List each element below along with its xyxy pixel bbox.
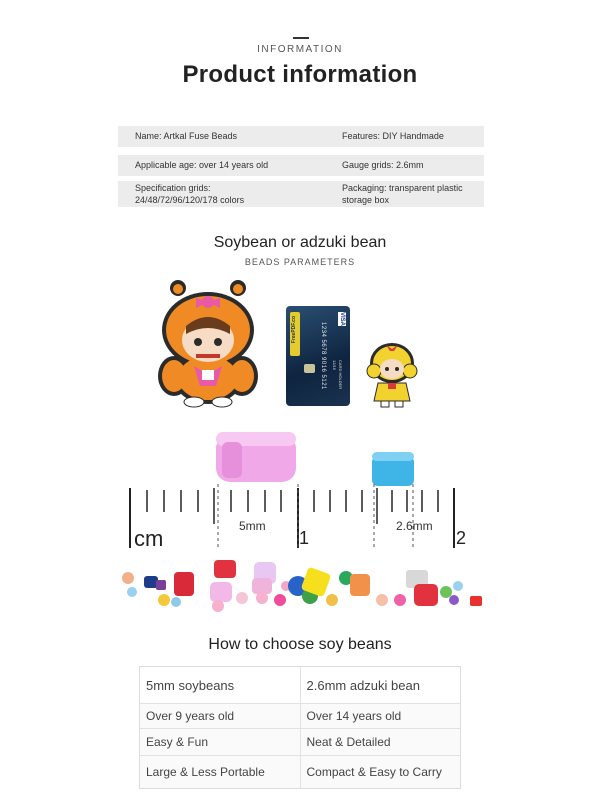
spec-row <box>118 155 484 176</box>
compare-title: How to choose soy beans <box>208 636 392 653</box>
spec-name: Name: Artkal Fuse Beads <box>135 131 238 141</box>
card-number: 1234 5678 9016 5121 <box>320 322 326 390</box>
spec-packaging-line1: Packaging: transparent plastic <box>342 183 463 193</box>
compare-cell: 5mm soybeans <box>146 677 235 693</box>
bead-5mm <box>216 432 296 486</box>
card-expiry: 12/15 <box>332 360 337 371</box>
compare-cell: Over 9 years old <box>146 709 235 723</box>
header-accent-line <box>293 37 309 39</box>
bead-2-6mm <box>372 452 414 486</box>
page-title: Product information <box>182 61 418 88</box>
credit-card-reference <box>286 306 350 406</box>
table-row <box>140 755 460 788</box>
spec-age: Applicable age: over 14 years old <box>135 160 269 170</box>
compare-cell: Large & Less Portable <box>146 765 265 779</box>
beads-section-subtitle: BEADS PARAMETERS <box>244 257 356 267</box>
table-row <box>140 703 460 728</box>
ruler-unit-label: cm <box>134 526 164 551</box>
spec-gauge: Gauge grids: 2.6mm <box>342 160 424 170</box>
ruler-mark-2: 2 <box>456 528 467 548</box>
card-chip <box>304 364 315 373</box>
compare-cell: Easy & Fun <box>146 735 209 749</box>
compare-cell: Compact & Easy to Carry <box>300 756 461 788</box>
spec-grids-line1: Specification grids: <box>135 183 211 193</box>
spec-packaging-line2: storage box <box>342 195 390 205</box>
card-holder: CARD HOLDER <box>338 360 343 390</box>
bead-large-size-label: 5mm <box>239 519 266 533</box>
ruler-mark-1: 1 <box>299 528 310 548</box>
fox-bead-artwork <box>156 278 260 408</box>
table-row <box>140 667 460 703</box>
card-brand: FreePDF.co <box>291 316 297 344</box>
compare-cell: 2.6mm adzuki bean <box>300 667 461 703</box>
section-label: INFORMATION <box>257 44 343 55</box>
spec-grids-line2: 24/48/72/96/120/178 colors <box>135 195 245 205</box>
table-row <box>140 728 460 755</box>
spec-row <box>118 181 484 207</box>
bead-small-size-label: 2.6mm <box>396 519 433 533</box>
spec-row <box>118 126 484 147</box>
girl-bead-artwork <box>364 341 420 409</box>
spec-features: Features: DIY Handmade <box>342 131 444 141</box>
beads-section-title: Soybean or adzuki bean <box>213 234 387 251</box>
bead-2-6mm-top <box>372 452 414 461</box>
bead-5mm-hole <box>222 442 242 478</box>
card-network: VISA <box>339 312 345 327</box>
compare-cell: Over 14 years old <box>300 704 461 728</box>
scattered-beads <box>114 556 490 616</box>
comparison-table <box>139 666 461 789</box>
compare-cell: Neat & Detailed <box>300 729 461 755</box>
